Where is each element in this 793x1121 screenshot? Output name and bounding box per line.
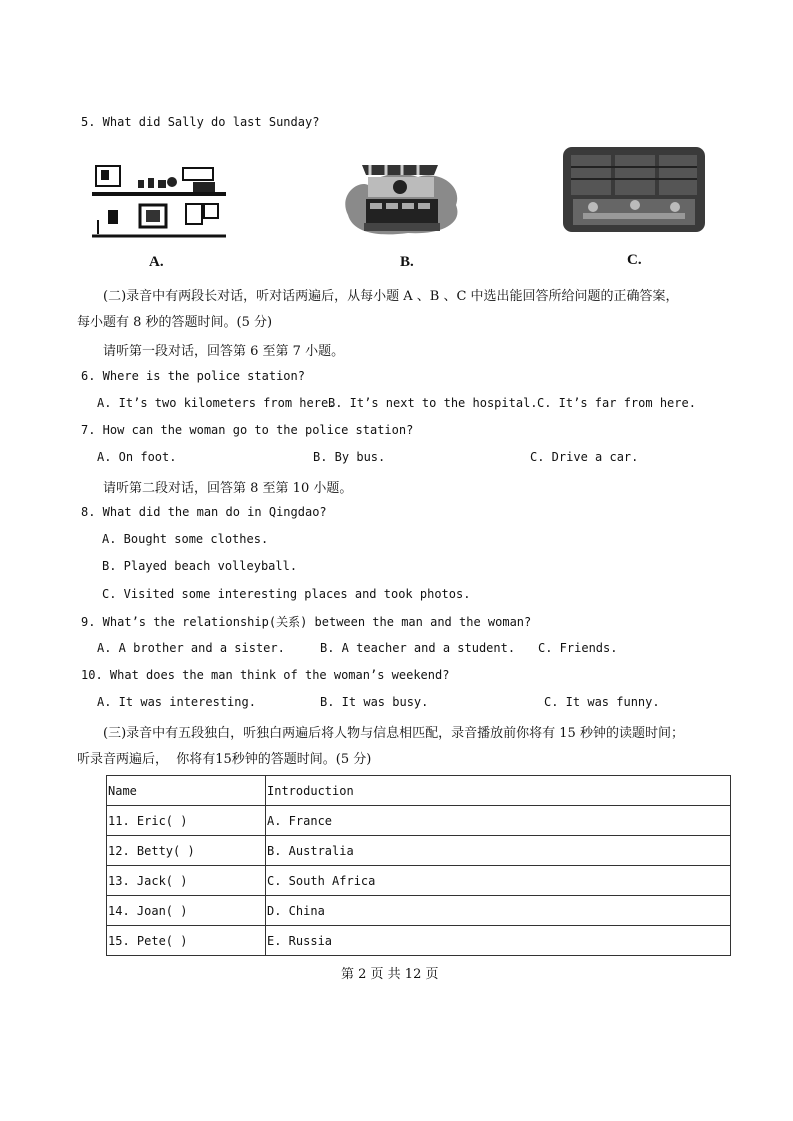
q5-question: 5. What did Sally do last Sunday? (81, 115, 320, 129)
q8-option-a: A. Bought some clothes. (102, 532, 269, 546)
table-cell-name: 12. Betty( ) (107, 836, 266, 866)
table-cell-name: 15. Pete( ) (107, 926, 266, 956)
market-stall-image (338, 155, 466, 237)
q10-question: 10. What does the man think of the woman’s weekend? (81, 668, 450, 682)
library-image (563, 147, 705, 232)
q8-question: 8. What did the man do in Qingdao? (81, 505, 327, 519)
table-cell-introduction: A. France (266, 806, 731, 836)
q6-question: 6. Where is the police station? (81, 369, 305, 383)
q8-option-c: C. Visited some interesting places and took photos. (102, 587, 471, 601)
section3-instruction-line1: (三)录音中有五段独白，听独白两遍后将人物与信息相匹配，录音播放前你将有 15 秒钟的读题时间； (103, 726, 684, 741)
table-cell-introduction: E. Russia (266, 926, 731, 956)
shelves-room-image (88, 160, 230, 242)
matching-table (106, 775, 731, 956)
q7-option-c: C. Drive a car. (530, 450, 639, 464)
table-row (107, 926, 731, 956)
page-footer: 第 2 页 共 12 页 (341, 967, 439, 982)
table-cell-name: 13. Jack( ) (107, 866, 266, 896)
q5-option-b: B. (400, 254, 414, 270)
table-header-row (107, 776, 731, 806)
table-header-introduction: Introduction (266, 776, 731, 806)
q10-option-c: C. It was funny. (544, 695, 660, 709)
section2-instruction-line2: 每小题有 8 秒的答题时间。(5 分) (77, 315, 273, 330)
table-row (107, 806, 731, 836)
q9-option-b: B. A teacher and a student. (320, 641, 516, 655)
q8-option-b: B. Played beach volleyball. (102, 559, 298, 573)
q9-option-c: C. Friends. (538, 641, 618, 655)
section3-instruction-line2: 听录音两遍后， 你将有15秒钟的答题时间。(5 分) (77, 752, 372, 767)
table-cell-introduction: B. Australia (266, 836, 731, 866)
q7-question: 7. How can the woman go to the police station? (81, 423, 414, 437)
table-cell-name: 14. Joan( ) (107, 896, 266, 926)
table-row (107, 866, 731, 896)
table-cell-introduction: D. China (266, 896, 731, 926)
q7-option-b: B. By bus. (313, 450, 386, 464)
q7-option-a: A. On foot. (97, 450, 177, 464)
q6-option-b: B. It’s next to the hospital. (328, 396, 538, 410)
table-row (107, 836, 731, 866)
table-cell-name: 11. Eric( ) (107, 806, 266, 836)
q10-option-a: A. It was interesting. (97, 695, 256, 709)
q6-option-a: A. It’s two kilometers from here. (97, 396, 336, 410)
q5-option-c: C. (627, 252, 642, 268)
dialog2-intro: 请听第二段对话，回答第 8 至第 10 小题。 (103, 481, 353, 496)
q5-option-a: A. (149, 254, 164, 270)
q6-option-c: C. It’s far from here. (537, 396, 696, 410)
table-header-name: Name (107, 776, 266, 806)
q9-option-a: A. A brother and a sister. (97, 641, 285, 655)
dialog1-intro: 请听第一段对话，回答第 6 至第 7 小题。 (103, 344, 345, 359)
q10-option-b: B. It was busy. (320, 695, 429, 709)
q9-question: 9. What’s the relationship(关系) between the man and the woman? (81, 615, 532, 629)
section2-instruction-line1: (二)录音中有两段长对话，听对话两遍后，从每小题 A 、B 、C 中选出能回答所给问题的正确答案， (103, 289, 679, 304)
table-cell-introduction: C. South Africa (266, 866, 731, 896)
table-row (107, 896, 731, 926)
